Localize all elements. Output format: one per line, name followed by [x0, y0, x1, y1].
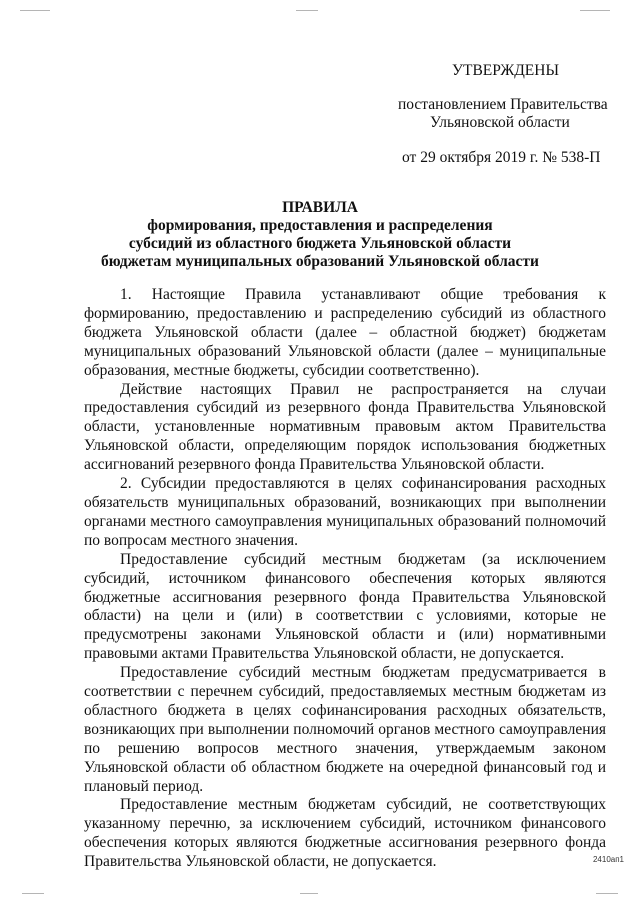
- scan-mark-bottom-left: [22, 893, 44, 894]
- document-subtitle-line-2: субсидий из областного бюджета Ульяновской области: [128, 235, 512, 252]
- scan-mark-bottom-right: [596, 893, 618, 894]
- document-subtitle-line-1: формирования, предоставления и распределения: [147, 217, 493, 234]
- document-title: ПРАВИЛА: [282, 199, 358, 216]
- paragraph-6: Предоставление местным бюджетам субсидий, не соответствующих указанному перечню, за исключением субсидий, источником финансового обеспечения которых являются бюджетные ассигнования резервного фонда Правительства Ульяновской области, не допускается.: [84, 796, 606, 871]
- approval-by-line-2: Ульяновской области: [430, 114, 570, 131]
- scan-mark-top-center: [296, 10, 318, 11]
- paragraph-4: Предоставление субсидий местным бюджетам (за исключением субсидий, источником финансового обеспечения которых являются бюджетные ассигнования резервного фонда Правительства Ульяновской области) на цели и (или) в соответствии с условиями, которые не предусмотрены законами Ульяновской области и (или) нормативными правовыми актами Правительства Ульяновской области, не допускается.: [84, 550, 606, 663]
- paragraph-5: Предоставление субсидий местным бюджетам предусматривается в соответствии с перечнем субсидий, предоставляемых местным бюджетам из областного бюджета в целях софинансирования расходных обязательств, возникающих при выполнении полномочий органов местного самоуправления по решению вопросов местного значения, утверждаемым законом Ульяновской области об областном бюджете на очередной финансовый год и плановый период.: [84, 664, 606, 795]
- approval-by-line-1: постановлением Правительства: [398, 96, 608, 113]
- approval-heading: УТВЕРЖДЕНЫ: [452, 62, 559, 79]
- paragraph-1: 1. Настоящие Правила устанавливают общие требования к формированию, предоставлению и распределению субсидий из областного бюджета Ульяновской области (далее – областной бюджет) бюджетам муниципальных образований Ульяновской области (далее – муниципальные образования, местные бюджеты, субсидии соответственно).: [84, 286, 606, 379]
- document-code: 2410ап1: [592, 855, 624, 864]
- scan-mark-top-left: [20, 10, 50, 11]
- paragraph-2: Действие настоящих Правил не распространяется на случаи предоставления субсидий из резервного фонда Правительства Ульяновской области, установленные нормативным правовым актом Правительства Ульяновской области, определяющим порядок использования бюджетных ассигнований резервного фонда Правительства Ульяновской области.: [84, 380, 606, 474]
- paragraph-3: 2. Субсидии предоставляются в целях софинансирования расходных обязательств муниципальных образований, возникающих при выполнении органами местного самоуправления муниципальных образований полномочий по вопросам местного значения.: [84, 475, 606, 549]
- approval-date-line: от 29 октября 2019 г. № 538-П: [402, 149, 601, 166]
- document-subtitle-line-3: бюджетам муниципальных образований Ульяновской области: [101, 253, 539, 270]
- scan-mark-bottom-center: [300, 893, 318, 894]
- document-body: [84, 286, 606, 872]
- scan-mark-top-right: [580, 10, 610, 11]
